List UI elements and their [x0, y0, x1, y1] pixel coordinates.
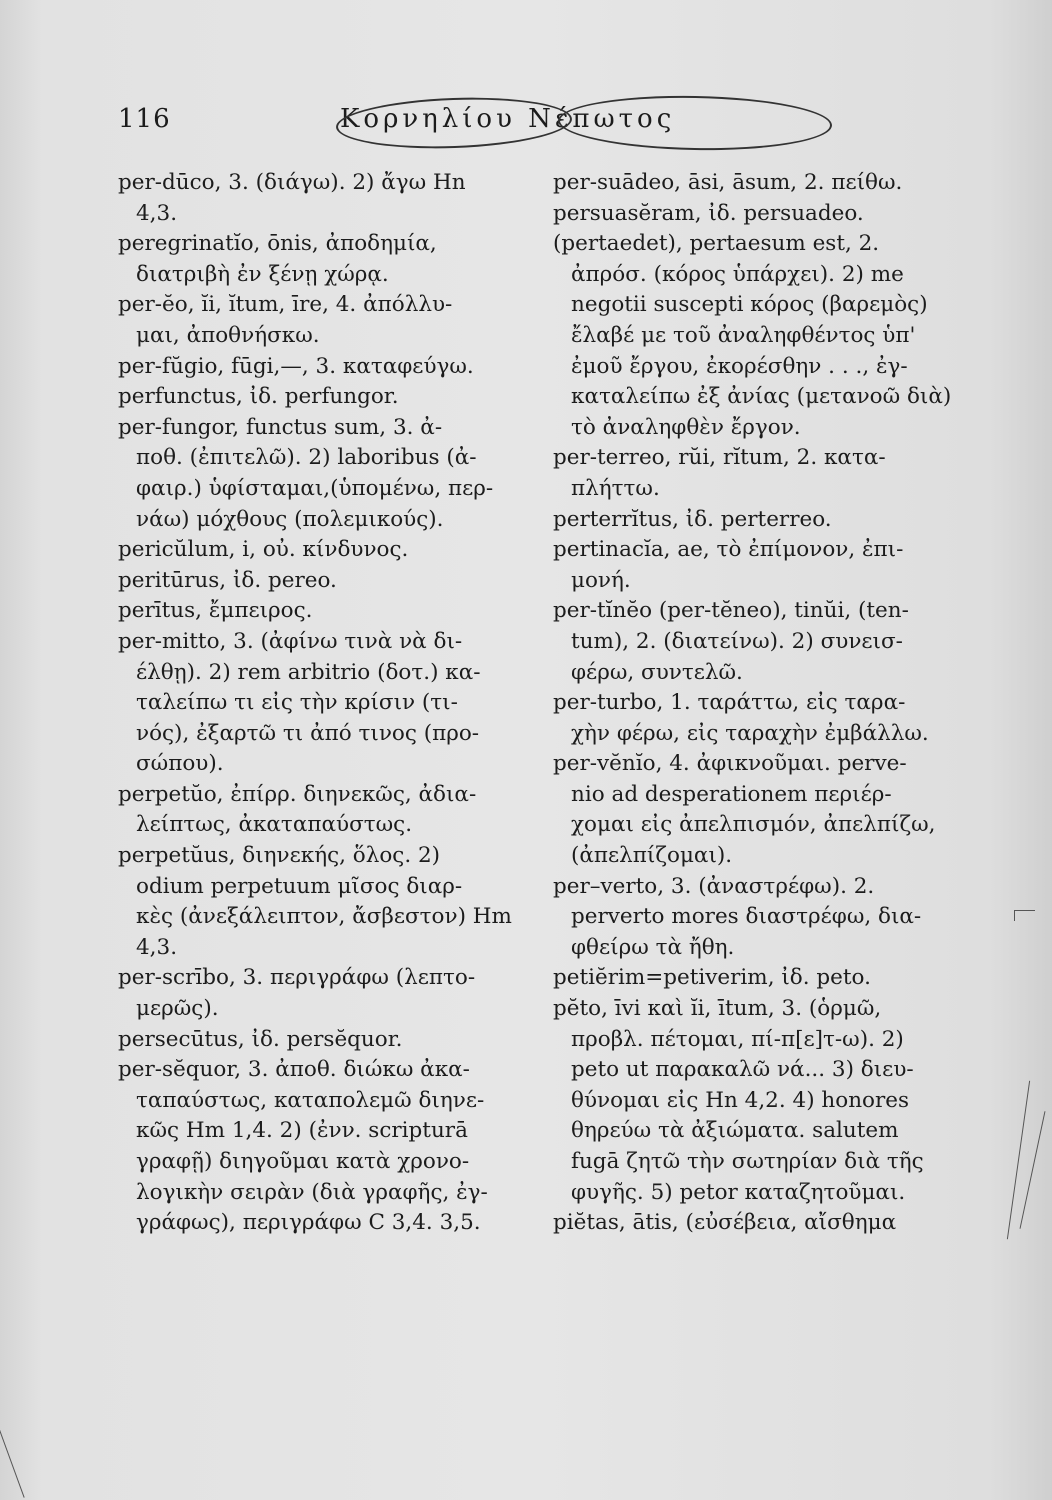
dictionary-entry — [118, 566, 528, 597]
dictionary-entry — [553, 963, 963, 994]
entry-headline: perterrĭtus, ἰδ. perterreo. — [553, 506, 832, 532]
dictionary-entry — [118, 1025, 528, 1056]
entry-continuation: perverto mores διαστρέφω, δια- — [571, 904, 922, 930]
pen-circle-mark — [335, 94, 573, 152]
entry-headline: persuasĕram, ἰδ. persuadeo. — [553, 200, 864, 226]
dictionary-entry — [553, 229, 963, 443]
entry-continuation: μαι, ἀποθνήσκω. — [136, 322, 320, 348]
pen-tick-mark — [1014, 910, 1035, 921]
entry-headline: (pertaedet), pertaesum est, 2. — [553, 231, 880, 257]
entry-continuation: λείπτως, ἀκαταπαύστως. — [136, 812, 413, 838]
entry-continuation: σώπου). — [136, 751, 224, 777]
dictionary-entry — [553, 199, 963, 230]
entry-headline: per-scrībo, 3. περιγράφω (λεπτο- — [118, 965, 476, 991]
entry-headline: pĕto, īvi καὶ ĭi, ītum, 3. (ὁρμῶ, — [553, 996, 882, 1022]
entry-continuation: τὸ ἀναληφθὲν ἔργον. — [571, 414, 801, 440]
entry-headline: petiĕrim=petiverim, ἰδ. peto. — [553, 965, 871, 991]
dictionary-entry — [118, 352, 528, 383]
entry-headline: per-fŭgio, fūgi,—, 3. καταφεύγω. — [118, 353, 474, 379]
dictionary-entry — [553, 535, 963, 596]
entry-continuation: κῶς Hm 1,4. 2) (ἐνν. scripturā — [136, 1118, 468, 1144]
entry-headline: per-suādeo, āsi, āsum, 2. πείθω. — [553, 170, 903, 195]
dictionary-entry — [118, 168, 528, 229]
entry-continuation: φέρω, συντελῶ. — [571, 659, 743, 685]
page-header — [118, 100, 960, 144]
entry-continuation: θύνομαι εἰς Hn 4,2. 4) honores — [571, 1087, 910, 1113]
dictionary-entry — [118, 1055, 528, 1239]
entry-headline: per–verto, 3. (ἀναστρέφω). 2. — [553, 873, 875, 899]
dictionary-entry — [553, 168, 963, 199]
entry-headline: per-sĕquor, 3. ἀποθ. διώκω ἀκα- — [118, 1057, 470, 1083]
entry-continuation: μερῶς). — [136, 996, 219, 1022]
dictionary-entry — [118, 780, 528, 841]
entry-headline: peregrinatĭo, ōnis, ἀποδημία, — [118, 231, 437, 257]
dictionary-entry — [118, 229, 528, 290]
entry-continuation: tum), 2. (διατείνω). 2) συνεισ- — [571, 628, 903, 654]
entry-continuation: peto ut παρακαλῶ νά... 3) διευ- — [571, 1057, 914, 1083]
entry-continuation: χὴν φέρω, εἰς ταραχὴν ἐμβάλλω. — [571, 720, 929, 746]
entry-headline: per-terreo, rŭi, rĭtum, 2. κατα- — [553, 445, 886, 471]
entry-continuation: λογικὴν σειρὰν (διὰ γραφῆς, ἐγ- — [136, 1179, 488, 1205]
entry-continuation: φαιρ.) ὑφίσταμαι,(ὑπομένω, περ- — [136, 475, 494, 501]
entry-continuation: 4,3. — [136, 934, 178, 960]
entry-continuation: ταλείπω τι εἰς τὴν κρίσιν (τι- — [136, 690, 458, 716]
entry-headline: pertinacĭa, ae, τὸ ἐπίμονον, ἐπι- — [553, 537, 904, 563]
entry-continuation: ἔλαβέ με τοῦ ἀναληφθέντος ὑπ' — [571, 322, 916, 348]
entry-continuation: (ἀπελπίζομαι). — [571, 843, 733, 869]
entry-headline: per-ĕo, ĭi, ĭtum, īre, 4. ἀπόλλυ- — [118, 292, 453, 318]
dictionary-entry — [118, 413, 528, 535]
entry-continuation: θηρεύω τὰ ἀξιώματα. salutem — [571, 1118, 899, 1144]
entry-headline: per-vĕnĭo, 4. ἀφικνοῦμαι. perve- — [553, 751, 907, 777]
pen-scratch-mark — [1007, 1081, 1030, 1240]
entry-continuation: 4,3. — [136, 200, 178, 226]
entry-continuation: γραφῇ) διηγοῦμαι κατὰ χρονο- — [136, 1149, 470, 1174]
dictionary-entry — [118, 290, 528, 351]
dictionary-entry — [553, 1208, 963, 1239]
dictionary-entry — [118, 963, 528, 1024]
pen-scratch-mark — [0, 1422, 25, 1498]
entry-continuation: φυγῆς. 5) petor καταζητοῦμαι. — [571, 1179, 906, 1205]
entry-continuation: προβλ. πέτομαι, πί-π[ε]τ-ω). 2) — [571, 1026, 904, 1052]
entry-continuation: πλήττω. — [571, 475, 660, 501]
entry-headline: per-turbo, 1. ταράττω, εἰς ταρα- — [553, 690, 906, 716]
dictionary-entry — [553, 596, 963, 688]
dictionary-entry — [118, 627, 528, 780]
entry-continuation: έλθῃ). 2) rem arbitrio (δοτ.) κα- — [136, 659, 481, 685]
entry-headline: per-tĭnĕo (per-tĕneo), tinŭi, (ten- — [553, 598, 909, 624]
entry-continuation: fugā ζητῶ τὴν σωτηρίαν διὰ τῆς — [571, 1149, 924, 1174]
right-column — [553, 168, 963, 1239]
dictionary-entry — [553, 505, 963, 536]
left-column — [118, 168, 528, 1239]
entry-continuation: καταλείπω ἐξ ἀνίας (μετανοῶ διὰ) — [571, 384, 952, 410]
entry-headline: perpetŭo, ἐπίρρ. διηνεκῶς, ἀδια- — [118, 781, 477, 807]
entry-headline: perpetŭus, διηνεκής, ὅλος. 2) — [118, 843, 441, 869]
entry-headline: per-dūco, 3. (διάγω). 2) ἄγω Hn — [118, 170, 466, 195]
dictionary-entry — [553, 443, 963, 504]
running-title: Κορνηλίου Νέπωτος — [340, 104, 676, 134]
entry-continuation: ἀπρόσ. (κόρος ὑπάρχει). 2) me — [571, 261, 904, 287]
entry-headline: piĕtas, ātis, (εὐσέβεια, αἴσθημα — [553, 1210, 897, 1236]
dictionary-entry — [553, 749, 963, 871]
entry-continuation: χομαι εἰς ἀπελπισμόν, ἀπελπίζω, — [571, 812, 936, 838]
entry-continuation: κὲς (ἀνεξάλειπτον, ἄσβεστον) Hm — [136, 904, 512, 930]
entry-headline: peritūrus, ἰδ. pereo. — [118, 567, 337, 593]
dictionary-entry — [118, 596, 528, 627]
entry-continuation: nio ad desperationem περιέρ- — [571, 781, 892, 807]
entry-continuation: ποθ. (ἐπιτελῶ). 2) laboribus (ἀ- — [136, 445, 477, 471]
dictionary-entry — [553, 872, 963, 964]
entry-headline: per-fungor, functus sum, 3. ἀ- — [118, 414, 443, 440]
page-number: 116 — [118, 104, 171, 134]
dictionary-entry — [553, 994, 963, 1208]
entry-continuation: ταπαύστως, καταπολεμῶ διηνε- — [136, 1087, 485, 1113]
dictionary-entry — [118, 841, 528, 963]
entry-continuation: γράφως), περιγράφω C 3,4. 3,5. — [136, 1210, 481, 1236]
entry-headline: per-mitto, 3. (ἀφίνω τινὰ νὰ δι- — [118, 628, 463, 654]
entry-headline: pericŭlum, i, οὐ. κίνδυνος. — [118, 537, 409, 563]
entry-continuation: νάω) μόχθους (πολεμικούς). — [136, 506, 444, 532]
entry-continuation: φθείρω τὰ ἤθη. — [571, 934, 735, 960]
pen-scratch-mark — [1020, 1111, 1046, 1229]
entry-headline: persecūtus, ἰδ. persĕquor. — [118, 1026, 403, 1052]
entry-headline: perītus, ἔμπειρος. — [118, 598, 313, 624]
entry-continuation: μονή. — [571, 567, 631, 593]
entry-continuation: odium perpetuum μῖσος διαρ- — [136, 873, 463, 899]
dictionary-entry — [118, 535, 528, 566]
entry-continuation: ἐμοῦ ἔργου, ἐκορέσθην . . ., ἐγ- — [571, 353, 908, 379]
dictionary-entry — [553, 688, 963, 749]
dictionary-entry — [118, 382, 528, 413]
entry-continuation: νός), ἐξαρτῶ τι ἀπό τινος (προ- — [136, 720, 480, 746]
entry-continuation: negotii suscepti κόρος (βαρεμὸς) — [571, 292, 928, 318]
entry-continuation: διατριβὴ ἐν ξένῃ χώρᾳ. — [136, 261, 389, 287]
entry-headline: perfunctus, ἰδ. perfungor. — [118, 384, 399, 410]
pen-circle-mark — [558, 94, 833, 153]
